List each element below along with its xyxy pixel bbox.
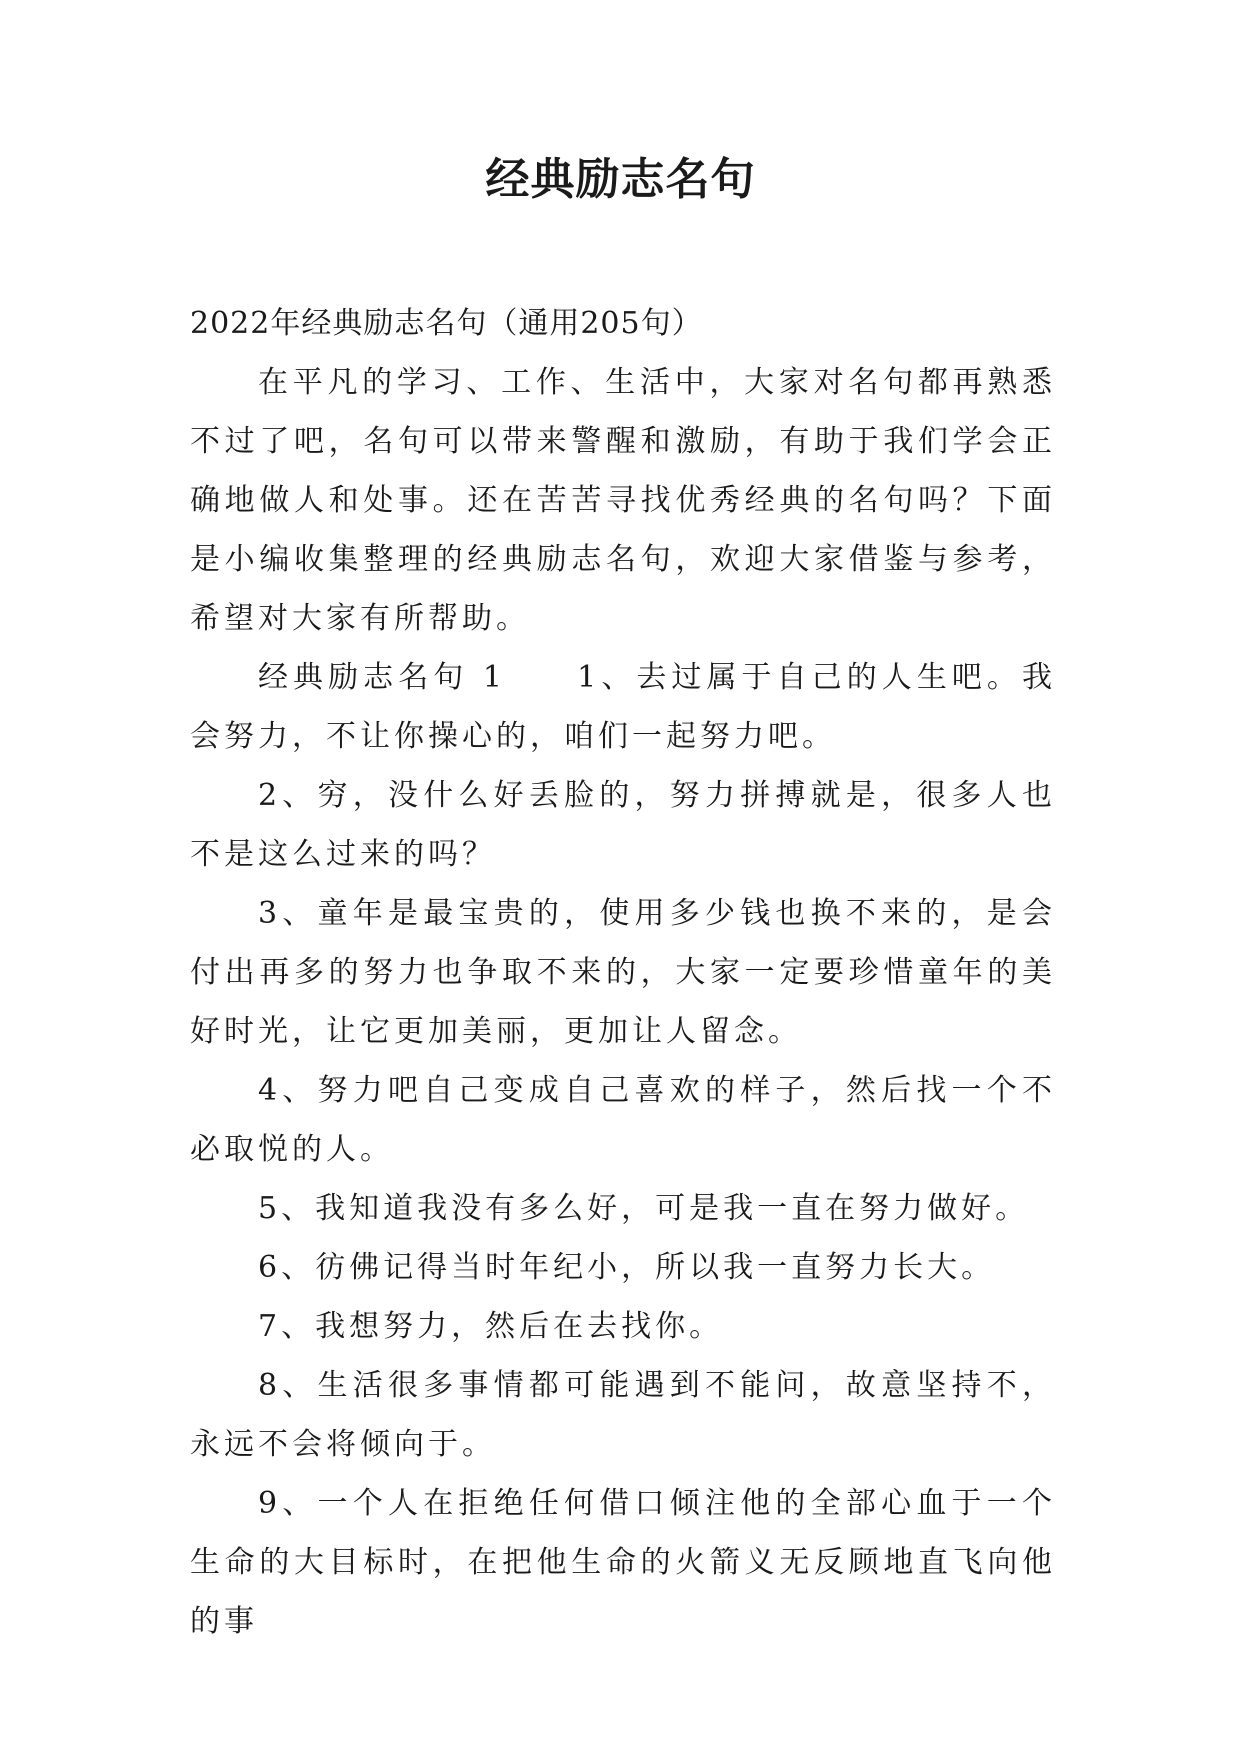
quote-paragraph: 8、生活很多事情都可能遇到不能问，故意坚持不，永远不会将倾向于。 bbox=[190, 1368, 1056, 1462]
document-body bbox=[190, 294, 1056, 1651]
quote-paragraph: 5、我知道我没有多么好，可是我一直在努力做好。 bbox=[258, 1191, 1030, 1226]
quote-paragraph: 9、一个人在拒绝任何借口倾注他的全部心血于一个生命的大目标时，在把他生命的火箭义无反顾地直飞向他的事 bbox=[190, 1486, 1056, 1639]
quote-paragraph: 经典励志名句 1 1、去过属于自己的人生吧。我会努力，不让你操心的，咱们一起努力吧。 bbox=[190, 660, 1056, 754]
document-subtitle: 2022年经典励志名句（通用205句） bbox=[190, 306, 703, 341]
quote-paragraph: 4、努力吧自己变成自己喜欢的样子，然后找一个不必取悦的人。 bbox=[190, 1073, 1056, 1167]
quote-paragraph: 3、童年是最宝贵的，使用多少钱也换不来的，是会付出再多的努力也争取不来的，大家一定要珍惜童年的美好时光，让它更加美丽，更加让人留念。 bbox=[190, 896, 1056, 1049]
intro-paragraph: 在平凡的学习、工作、生活中，大家对名句都再熟悉不过了吧，名句可以带来警醒和激励，有助于我们学会正确地做人和处事。还在苦苦寻找优秀经典的名句吗？下面是小编收集整理的经典励志名句，欢迎大家借鉴与参考，希望对大家有所帮助。 bbox=[190, 365, 1056, 636]
quote-paragraph: 7、我想努力，然后在去找你。 bbox=[258, 1309, 724, 1344]
quote-paragraph: 2、穷，没什么好丢脸的，努力拼搏就是，很多人也不是这么过来的吗？ bbox=[190, 778, 1056, 872]
quote-paragraph: 6、彷佛记得当时年纪小，所以我一直努力长大。 bbox=[258, 1250, 996, 1285]
document-title: 经典励志名句 bbox=[485, 154, 756, 205]
